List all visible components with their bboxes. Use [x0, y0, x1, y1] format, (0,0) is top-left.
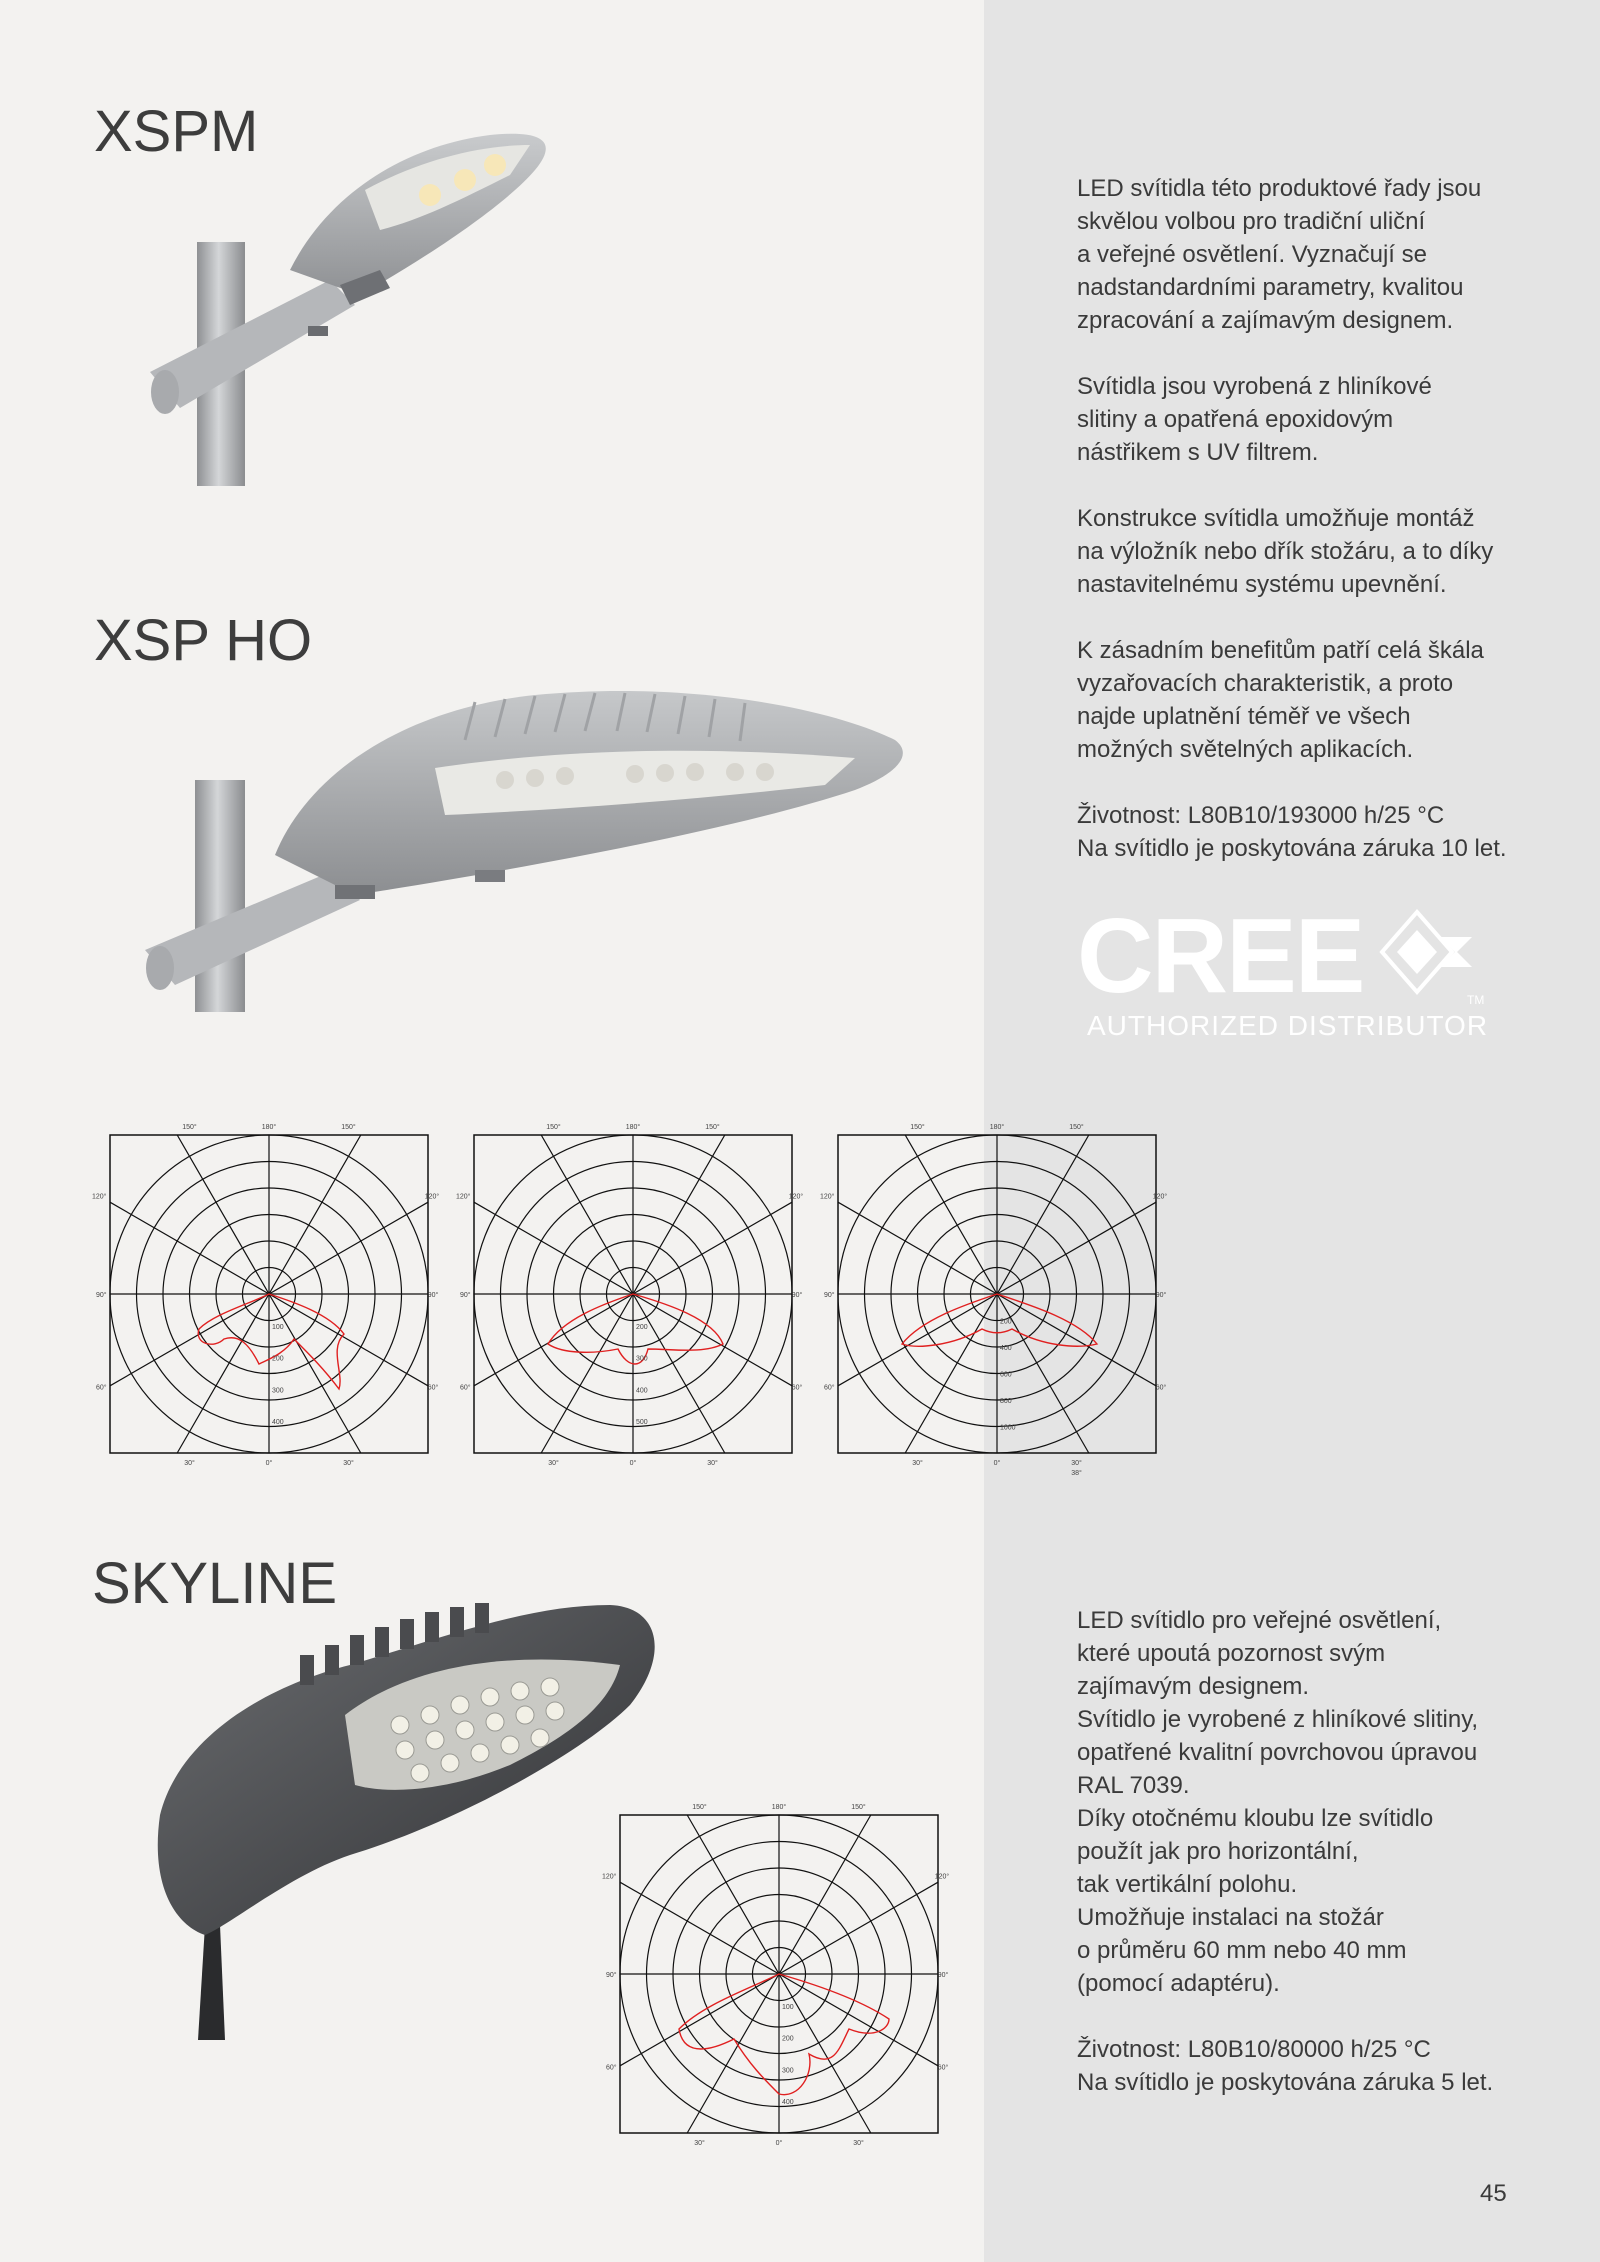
angle-label-30-left: 30° [694, 2140, 705, 2147]
page-number: 45 [1480, 2180, 1507, 2207]
angle-label-120-left: 120° [92, 1193, 107, 1201]
angle-label-60-left: 60° [460, 1384, 471, 1392]
angle-label-90-right: 90° [1155, 1292, 1167, 1299]
angle-label-90-left: 90° [824, 1292, 835, 1299]
xsp-paragraph-2: Svítidla jsou vyrobená z hliníkové slitiny a opatřená epoxidovým nástřikem s UV filtrem. [1077, 373, 1432, 466]
angle-label-30-right: 30° [707, 1460, 718, 1467]
xsp-ho-lamp-image [135, 680, 915, 1020]
xsp-paragraph-5: Životnost: L80B10/193000 h/25 °C Na svítidlo je poskytována záruka 10 let. [1077, 802, 1507, 862]
radial-label: 400 [782, 2099, 794, 2107]
radial-label: 300 [636, 1355, 648, 1363]
angle-label-60-right: 60° [1155, 1384, 1167, 1392]
radial-label: 400 [1000, 1345, 1012, 1352]
radial-label: 400 [272, 1419, 284, 1427]
radial-label: 400 [636, 1387, 648, 1395]
radial-label: 300 [272, 1387, 284, 1395]
skyline-description [1077, 1604, 1493, 2132]
angle-label-120-left: 120° [456, 1193, 471, 1201]
extra-angle-label: 38° [1071, 1470, 1082, 1477]
cree-tagline: AUTHORIZED DISTRIBUTOR [1087, 1010, 1489, 1040]
angle-label-90-left: 90° [460, 1292, 471, 1299]
angle-label-90-left: 90° [606, 1972, 617, 1979]
angle-label-150-right: 150° [851, 1804, 866, 1811]
angle-label-30-right: 30° [853, 2140, 864, 2147]
radial-label: 100 [782, 2003, 794, 2011]
radial-label: 800 [1000, 1398, 1012, 1405]
angle-label-120-right: 120° [934, 1873, 950, 1881]
angle-label-90-right: 90° [791, 1292, 803, 1299]
cree-trademark: TM [1467, 993, 1485, 1007]
angle-label-90-left: 90° [96, 1292, 107, 1299]
angle-label-180: 180° [261, 1124, 277, 1131]
light-distribution-curve [198, 1294, 344, 1389]
radial-label: 300 [782, 2067, 794, 2075]
angle-label-60-right: 60° [427, 1384, 439, 1392]
angle-label-0: 0° [993, 1460, 1001, 1467]
light-distribution-curve [679, 1974, 889, 2095]
angle-label-60-right: 60° [937, 2064, 949, 2072]
angle-label-180: 180° [989, 1124, 1005, 1131]
angle-label-30-left: 30° [912, 1460, 923, 1467]
product-title-xsp-ho: XSP HO [94, 608, 313, 673]
xsp-description [1077, 172, 1507, 898]
angle-label-60-right: 60° [791, 1384, 803, 1392]
polar-chart-xsp-ho-2 [808, 1115, 1188, 1480]
angle-label-180: 180° [625, 1124, 641, 1131]
angle-label-150-right: 150° [705, 1124, 720, 1131]
radial-label: 600 [1000, 1371, 1012, 1379]
angle-label-120-right: 120° [788, 1193, 804, 1201]
angle-label-30-right: 30° [343, 1460, 354, 1467]
angle-label-30-left: 30° [548, 1460, 559, 1467]
radial-label: 200 [272, 1355, 284, 1363]
radial-label: 1000 [1000, 1424, 1016, 1432]
radial-label: 100 [272, 1323, 284, 1331]
angle-label-120-right: 120° [424, 1193, 440, 1201]
angle-label-30-left: 30° [184, 1460, 195, 1467]
angle-label-120-right: 120° [1152, 1193, 1168, 1201]
angle-label-0: 0° [629, 1460, 637, 1467]
xsp-paragraph-3: Konstrukce svítidla umožňuje montáž na výložník nebo dřík stožáru, a to díky nastavitelnému systému upevnění. [1077, 505, 1494, 598]
radial-label: 200 [1000, 1318, 1012, 1326]
angle-label-150-left: 150° [692, 1804, 707, 1811]
angle-label-150-right: 150° [341, 1124, 356, 1131]
angle-label-150-left: 150° [182, 1124, 197, 1131]
angle-label-120-left: 120° [602, 1873, 617, 1881]
polar-chart-xspm [80, 1115, 460, 1480]
angle-label-0: 0° [775, 2140, 783, 2147]
angle-label-150-left: 150° [910, 1124, 925, 1131]
angle-label-90-right: 90° [427, 1292, 439, 1299]
radial-label: 200 [636, 1323, 648, 1331]
product-title-skyline: SKYLINE [92, 1551, 337, 1616]
svg-text:CREE: CREE [1077, 900, 1364, 1015]
angle-label-30-right: 30° [1071, 1460, 1082, 1467]
angle-label-150-left: 150° [546, 1124, 561, 1131]
xspm-lamp-image [140, 120, 720, 490]
skyline-paragraph-2: Životnost: L80B10/80000 h/25 °C Na svítidlo je poskytována záruka 5 let. [1077, 2036, 1494, 2096]
radial-label: 200 [782, 2035, 794, 2043]
radial-label: 500 [636, 1419, 648, 1427]
xsp-paragraph-4: K zásadním benefitům patří celá škála vyzařovacích charakteristik, a proto najde uplatnění téměř ve všech možných světelných aplikacích. [1077, 637, 1484, 763]
angle-label-60-left: 60° [606, 2064, 617, 2072]
polar-chart-skyline [590, 1795, 970, 2160]
product-title-xspm: XSPM [94, 99, 259, 164]
polar-chart-xsp-ho-1 [444, 1115, 824, 1480]
angle-label-0: 0° [265, 1460, 273, 1467]
cree-authorized-distributor-logo [1077, 900, 1517, 1040]
angle-label-120-left: 120° [820, 1193, 835, 1201]
angle-label-150-right: 150° [1069, 1124, 1084, 1131]
angle-label-60-left: 60° [96, 1384, 107, 1392]
angle-label-60-left: 60° [824, 1384, 835, 1392]
xsp-paragraph-1: LED svítidla této produktové řady jsou skvělou volbou pro tradiční uliční a veřejné osvětlení. Vyznačují se nadstandardními parametry, kvalitou zpracování a zajímavým designem. [1077, 175, 1482, 334]
angle-label-90-right: 90° [937, 1972, 949, 1979]
skyline-paragraph-1: LED svítidlo pro veřejné osvětlení, které upoutá pozornost svým zajímavým designem. Svítidlo je vyrobené z hliníkové slitiny, opatřené kvalitní povrchovou úpravou RAL 7039. Díky otočnému kloubu lze svítidlo použít jak pro horizontální, tak vertikální polohu. Umožňuje instalaci na stožár o průměru 60 mm nebo 40 mm (pomocí adaptéru). [1077, 1607, 1479, 1997]
angle-label-180: 180° [771, 1804, 787, 1811]
